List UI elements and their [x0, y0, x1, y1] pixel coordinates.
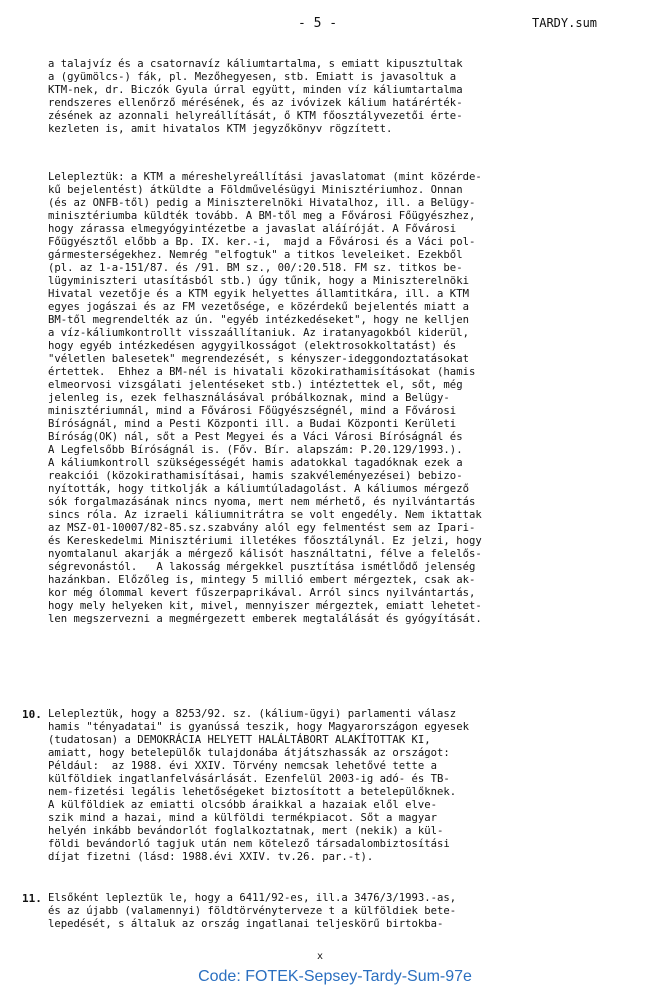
text-line: helyén inkább bevándorlót foglalkoztatnak, mert (nekik) a kül-	[48, 825, 444, 837]
text-line: Elsőként lepleztük le, hogy a 6411/92-es, ill.a 3476/3/1993.-as,	[48, 892, 457, 904]
text-line: a talajvíz és a csatornavíz káliumtartalma, s emiatt kipusztultak	[48, 58, 463, 70]
text-line: nyították, hogy titkolják a káliumtúladagolást. A káliumos mérgező	[48, 483, 469, 495]
text-line: hazánkban. Előzőleg is, mintegy 5 millió embert mérgeztek, csak ak-	[48, 574, 476, 586]
file-name: TARDY.sum	[532, 16, 598, 30]
text-line: len megszervezni a megmérgezett emberek megtalálását és gyógyítását.	[48, 613, 482, 625]
text-line: külföldiek ingatlanfelvásárlását. Ezenfelül 2003-ig adó- és TB-	[48, 773, 450, 785]
item-11-number: 11.	[22, 892, 42, 905]
text-line: rendszeres ellenőrző mérésének, és az ivóvizek kálium határérték-	[48, 97, 463, 109]
text-line: BM-től megrendelték az ún. "egyéb intézkedéseket", hogy ne kelljen	[48, 314, 469, 326]
text-line: lügyminiszteri utasításból stb.) úgy tűnik, hogy a Miniszterelnöki	[48, 275, 469, 287]
text-line: gármesterségekhez. Nemrég "elfogtuk" a titkos leveleiket. Ezekből	[48, 249, 463, 261]
text-line: sincs róla. Az izraeli káliumnitrátra se volt engedély. Nem iktattak	[48, 509, 482, 521]
text-line: az MSZ-01-10007/82-85.sz.szabvány alól egy felmentést sem az Ipari-	[48, 522, 476, 534]
text-line: Hivatal vezetője és a KTM egyik helyettes államtitkára, ill. a KTM	[48, 288, 469, 300]
text-line: minisztériumnál, mind a Fővárosi Főügyészségnél, mind a Fővárosi	[48, 405, 457, 417]
page-number: - 5 -	[298, 16, 338, 31]
text-line: zésének az azonnali helyreállítását, ő KTM főosztályvezetői érte-	[48, 110, 463, 122]
text-line: ségrevonástól. A lakosság mérgekkel pusztítása ismétlődő jelenség	[48, 561, 476, 573]
text-line: minisztériumba küldték tovább. A BM-től meg a Fővárosi Főügyészhez,	[48, 210, 476, 222]
text-line: egyes jogászai és az FM vezetősége, e közérdekű bejelentés miatt a	[48, 301, 469, 313]
text-line: a víz-káliumkontrollt visszaállítaniuk. Az iratanyagokból kiderül,	[48, 327, 469, 339]
text-line: nem-fizetési legális lehetőségeket biztosított a betelepülőknek.	[48, 786, 457, 798]
text-line: "véletlen balesetek" megrendezését, s kényszer-ideggondoztatásokat	[48, 353, 469, 365]
text-line: hogy mely helyeken kit, mivel, mennyiszer mérgeztek, emiatt lehetet-	[48, 600, 482, 612]
text-line: Bíróság(OK) nál, sőt a Pest Megyei és a Váci Városi Bíróságnál és	[48, 431, 463, 443]
text-line: amiatt, hogy betelepülők tulajdonába átjátszhassák az országot:	[48, 747, 450, 759]
paragraph-leleplezes	[48, 171, 668, 626]
document-code: Code: FOTEK-Sepsey-Tardy-Sum-97e	[198, 968, 472, 985]
text-line: A külföldiek az emiatti olcsóbb áraikkal a hazaiak elől elve-	[48, 799, 438, 811]
text-line: szik mind a hazai, mind a külföldi termékpiacot. Sőt a magyar	[48, 812, 438, 824]
text-line: értettek. Ehhez a BM-nél is hivatali közokirathamisításokat (hamis	[48, 366, 476, 378]
text-line: a (gyümölcs-) fák, pl. Mezőhegyesen, stb. Emiatt is javasoltuk a	[48, 71, 457, 83]
text-line: hogy egyéb intézkedésen agygyilkosságot (elektrosokkoltatást) és	[48, 340, 457, 352]
text-line: KTM-nek, dr. Biczók Gyula úrral együtt, minden víz káliumtartalma	[48, 84, 463, 96]
text-line: Lelepleztük, hogy a 8253/92. sz. (kálium-ügyi) parlamenti válasz	[48, 708, 457, 720]
text-line: lepedését, s általuk az ország ingatlanai teljeskörű birtokba-	[48, 918, 444, 930]
text-line: reakciói (közokirathamisításai, hamis szakvéleményezései) bebizo-	[48, 470, 463, 482]
text-line: A Legfelsőbb Bíróságnál is. (Főv. Bír. alapszám: P.20.129/1993.).	[48, 444, 463, 456]
text-line: (tudatosan) a DEMOKRÁCIA HELYETT HALÁLTÁBORT ALAKÍTOTTAK KI,	[48, 734, 431, 746]
item-11-text	[48, 892, 668, 931]
text-line: (és az ONFB-től) pedig a Miniszterelnöki Hivatalhoz, ill. a Belügy-	[48, 197, 476, 209]
text-line: jelenleg is, ezek felhasználásával próbálkoznak, mind a Belügy-	[48, 392, 450, 404]
text-line: hogy zárassa elmegyógyintézetbe a javaslat aláíróját. A Fővárosi	[48, 223, 457, 235]
text-line: sók forgalmazásának nincs nyoma, mert nem mérhető, és nyilvántartás	[48, 496, 476, 508]
text-line: és az újabb (valamennyi) földtörvényterveze t a külföldiek bete-	[48, 905, 457, 917]
text-line: hamis "tényadatai" is gyanússá teszik, hogy Magyarországon egyesek	[48, 721, 469, 733]
text-line: és Kereskedelmi Minisztériumi illetékes főosztálynál. Ez jelzi, hogy	[48, 535, 482, 547]
text-line: Főügyésztől előbb a Bp. IX. ker.-i, majd a Fővárosi és a Váci pol-	[48, 236, 476, 248]
text-line: Például: az 1988. évi XXIV. Törvény nemcsak lehetővé tette a	[48, 760, 438, 772]
text-line: (pl. az 1-a-151/87. és /91. BM sz., 00/:20.518. FM sz. titkos be-	[48, 262, 463, 274]
text-line: elmeorvosi vizsgálati jelentéseket stb.) intéztettek el, sőt, még	[48, 379, 463, 391]
text-line: díjat fizetni (lásd: 1988.évi XXIV. tv.26. par.-t).	[48, 851, 374, 863]
text-line: földi bevándorló tagjuk után nem kötelező társadalombiztosítási	[48, 838, 450, 850]
text-line: Bíróságnál, mind a Pesti Központi ill. a Budai Központi Kerületi	[48, 418, 457, 430]
text-line: Lelepleztük: a KTM a méreshelyreállítási javaslatomat (mint közérde-	[48, 171, 482, 183]
text-line: A káliumkontroll szükségességét hamis adatokkal tagadóknak ezek a	[48, 457, 463, 469]
text-line: kor még ólommal kevert fűszerpaprikával. Arról sincs nyilvántartás,	[48, 587, 476, 599]
page-mark: x	[317, 951, 324, 962]
item-10-number: 10.	[22, 708, 42, 721]
text-line: kű bejelentést) átküldte a Földművelésügyi Minisztériumhoz. Onnan	[48, 184, 463, 196]
item-10-text	[48, 708, 668, 864]
paragraph-talajviz	[48, 58, 668, 136]
text-line: nyomtalanul akarják a mérgező kálisót használtatni, félve a felelős-	[48, 548, 482, 560]
text-line: kezleten is, amit hivatalos KTM jegyzőkönyv rögzített.	[48, 123, 393, 135]
